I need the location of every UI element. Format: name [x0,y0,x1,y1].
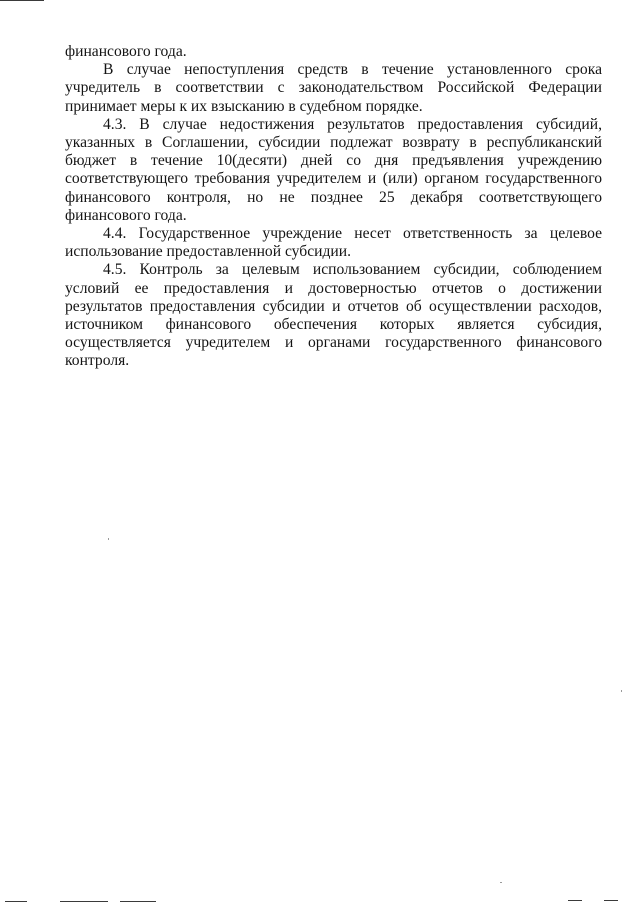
scan-mark-bottom [60,901,108,902]
scan-mark-top-left [0,0,44,1]
document-body [65,43,602,371]
paragraph-continuation: финансового года. [65,43,187,60]
scan-mark-bottom [120,901,156,902]
paragraph-refund-enforcement: В случае непоступления средств в течение установленного срока учредитель в соответствии с законодательством Российской Федерации принимает меры к их взысканию в судебном порядке. [65,61,602,115]
scan-speck [621,690,622,692]
scan-mark-bottom [604,900,618,901]
scan-speck [500,882,502,883]
paragraph-4-5: 4.5. Контроль за целевым использованием субсидии, соблюдением условий ее предоставления и достоверностью отчетов о достижении результатов предоставления субсидии и отчетов об осуществлении расходов, источником финансового обеспечения которых является субсидия, осуществляется учредителем и органами государственного финансового контроля. [65,261,602,370]
scan-speck [108,538,109,540]
paragraph-4-3: 4.3. В случае недостижения результатов предоставления субсидий, указанных в Соглашении, субсидии подлежат возврату в республиканский бюджет в течение 10(десяти) дней со дня предъявления учреждению соответствующего требования учредителем и (или) органом государственного финансового контроля, но не позднее 25 декабря соответствующего финансового года. [65,115,602,224]
scan-mark-bottom [5,901,27,902]
paragraph-4-4: 4.4. Государственное учреждение несет ответственность за целевое использование предоставленной субсидии. [65,225,602,261]
scan-mark-bottom [568,900,582,901]
